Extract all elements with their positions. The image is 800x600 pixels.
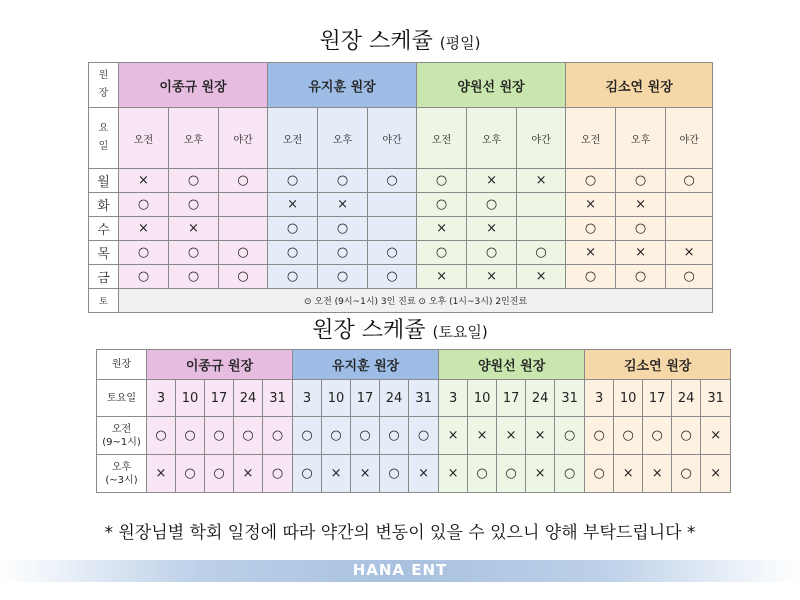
slot-label: 야간: [666, 108, 713, 169]
corner-cell: 원장: [97, 350, 147, 380]
slot-header-row: [89, 108, 713, 169]
availability-cell: ○: [318, 169, 368, 193]
availability-cell: [517, 217, 566, 241]
availability-cell: ○: [119, 241, 169, 265]
slot-label: 야간: [219, 108, 268, 169]
date-cell: 17: [643, 380, 672, 417]
date-row-label: 토요일: [97, 380, 147, 417]
date-cell: 17: [497, 380, 526, 417]
availability-cell: [666, 217, 713, 241]
date-header-row: [97, 380, 731, 417]
availability-cell: ×: [616, 193, 666, 217]
availability-cell: [517, 193, 566, 217]
availability-cell: ○: [616, 217, 666, 241]
doctor-name: 양원선 원장: [477, 359, 546, 374]
day-label: 수: [89, 217, 119, 241]
availability-cell: ○: [234, 417, 263, 455]
schedule-row: [89, 265, 713, 289]
schedule-row: [89, 241, 713, 265]
availability-cell: ○: [380, 417, 409, 455]
day-label: 금: [89, 265, 119, 289]
availability-cell: [219, 217, 268, 241]
session-label: [97, 417, 147, 455]
availability-cell: ×: [409, 455, 439, 493]
availability-cell: ○: [555, 455, 585, 493]
availability-cell: ×: [517, 169, 566, 193]
doctor-header-row: [97, 350, 731, 380]
slot-label: 오전: [119, 108, 169, 169]
availability-cell: ○: [468, 455, 497, 493]
availability-cell: ○: [263, 455, 293, 493]
availability-cell: ×: [351, 455, 380, 493]
footer-bar: [0, 560, 800, 582]
date-cell: 3: [147, 380, 176, 417]
slot-label: 오후: [169, 108, 219, 169]
availability-cell: ○: [585, 455, 614, 493]
weekday-title-main: 원장 스케쥴: [319, 29, 433, 54]
availability-cell: ○: [672, 455, 701, 493]
weekday-schedule-title: [0, 24, 800, 55]
availability-cell: ×: [666, 241, 713, 265]
availability-cell: ○: [666, 169, 713, 193]
availability-cell: ×: [169, 217, 219, 241]
schedule-notice: * 원장님별 학회 일정에 따라 약간의 변동이 있을 수 있으니 양해 부탁드립니다 *: [104, 523, 696, 543]
availability-cell: [368, 193, 417, 217]
availability-cell: ○: [566, 265, 616, 289]
availability-cell: ×: [147, 455, 176, 493]
availability-cell: ○: [176, 455, 205, 493]
slot-label: 오후: [467, 108, 517, 169]
availability-cell: ○: [205, 417, 234, 455]
doctor-header-4: [585, 350, 731, 380]
date-cell: 3: [585, 380, 614, 417]
availability-cell: ○: [517, 241, 566, 265]
availability-cell: ×: [119, 169, 169, 193]
date-cell: 24: [672, 380, 701, 417]
saturday-summary-row: [89, 289, 713, 313]
saturday-summary-cell: ⊙ 오전 (9시~1시) 3인 진료 ⊙ 오후 (1시~3시) 2인진료: [119, 289, 713, 313]
availability-cell: ×: [119, 217, 169, 241]
saturday-schedule-row: [97, 455, 731, 493]
doctor-name: 유지훈 원장: [308, 79, 376, 95]
day-label: 화: [89, 193, 119, 217]
availability-cell: ○: [169, 265, 219, 289]
availability-cell: ×: [467, 169, 517, 193]
schedule-row: [89, 169, 713, 193]
date-cell: 3: [439, 380, 468, 417]
availability-cell: ×: [467, 265, 517, 289]
availability-cell: ○: [176, 417, 205, 455]
doctor-header-1: [119, 63, 268, 108]
date-cell: 10: [176, 380, 205, 417]
availability-cell: ×: [614, 455, 643, 493]
availability-cell: ○: [585, 417, 614, 455]
slot-label: 오후: [616, 108, 666, 169]
availability-cell: ×: [467, 217, 517, 241]
availability-cell: ×: [468, 417, 497, 455]
availability-cell: [666, 193, 713, 217]
doctor-header-4: [566, 63, 713, 108]
doctor-name: 이종규 원장: [185, 359, 254, 374]
doctor-header-3: [417, 63, 566, 108]
availability-cell: ○: [318, 265, 368, 289]
availability-cell: [368, 217, 417, 241]
availability-cell: ○: [119, 265, 169, 289]
availability-cell: ×: [616, 241, 666, 265]
slot-label: 오전: [417, 108, 467, 169]
availability-cell: [219, 193, 268, 217]
doctor-name: 김소연 원장: [624, 359, 692, 374]
availability-cell: ×: [701, 455, 731, 493]
availability-cell: ○: [467, 241, 517, 265]
availability-cell: ○: [318, 217, 368, 241]
availability-cell: ○: [268, 241, 318, 265]
availability-cell: ×: [322, 455, 351, 493]
date-cell: 24: [380, 380, 409, 417]
availability-cell: ○: [368, 241, 417, 265]
availability-cell: ×: [526, 417, 555, 455]
saturday-schedule-row: [97, 417, 731, 455]
date-cell: 10: [614, 380, 643, 417]
doctor-name: 이종규 원장: [159, 79, 227, 95]
session-label-line: (~3시): [105, 474, 138, 486]
availability-cell: ○: [219, 169, 268, 193]
saturday-schedule-title: [0, 313, 800, 344]
date-cell: 17: [351, 380, 380, 417]
availability-cell: ○: [555, 417, 585, 455]
availability-cell: ×: [517, 265, 566, 289]
slot-label: 야간: [517, 108, 566, 169]
doctor-name: 양원선 원장: [457, 79, 525, 95]
availability-cell: ○: [169, 241, 219, 265]
availability-cell: ×: [526, 455, 555, 493]
availability-cell: ○: [147, 417, 176, 455]
doctor-name: 김소연 원장: [605, 79, 673, 95]
availability-cell: ×: [566, 193, 616, 217]
date-cell: 17: [205, 380, 234, 417]
date-cell: 31: [409, 380, 439, 417]
slot-label: 오전: [268, 108, 318, 169]
doctor-header-3: [439, 350, 585, 380]
availability-cell: ○: [643, 417, 672, 455]
day-label: 월: [89, 169, 119, 193]
availability-cell: ○: [566, 217, 616, 241]
availability-cell: ○: [417, 241, 467, 265]
session-label: [97, 455, 147, 493]
availability-cell: ○: [119, 193, 169, 217]
clinic-name: HANA ENT: [352, 561, 448, 579]
session-label-line: 오전: [111, 423, 132, 435]
availability-cell: ○: [616, 169, 666, 193]
availability-cell: ○: [293, 417, 322, 455]
date-cell: 10: [322, 380, 351, 417]
corner-cell: [89, 63, 119, 108]
availability-cell: ○: [368, 169, 417, 193]
slot-label: 야간: [368, 108, 417, 169]
availability-cell: ×: [439, 417, 468, 455]
availability-cell: ○: [169, 193, 219, 217]
saturday-title-sub: (토요일): [432, 323, 488, 341]
availability-cell: ○: [322, 417, 351, 455]
availability-cell: ○: [293, 455, 322, 493]
doctor-header-1: [147, 350, 293, 380]
availability-cell: ○: [614, 417, 643, 455]
date-cell: 10: [468, 380, 497, 417]
date-cell: 31: [263, 380, 293, 417]
weekday-schedule-table: [88, 62, 713, 313]
date-cell: 24: [234, 380, 263, 417]
schedule-row: [89, 193, 713, 217]
date-cell: 3: [293, 380, 322, 417]
availability-cell: ○: [263, 417, 293, 455]
availability-cell: ○: [497, 455, 526, 493]
corner-label: 원 장: [98, 70, 109, 99]
availability-cell: ○: [672, 417, 701, 455]
availability-cell: ×: [318, 193, 368, 217]
availability-cell: ×: [497, 417, 526, 455]
availability-cell: ×: [643, 455, 672, 493]
saturday-schedule-table: [96, 349, 731, 493]
doctor-name: 유지훈 원장: [331, 359, 400, 374]
availability-cell: ○: [380, 455, 409, 493]
day-label: 토: [89, 289, 119, 313]
date-cell: 24: [526, 380, 555, 417]
weekday-title-sub: (평일): [439, 34, 481, 52]
slot-label: 오후: [318, 108, 368, 169]
doctor-header-2: [268, 63, 417, 108]
availability-cell: ○: [467, 193, 517, 217]
saturday-title-main: 원장 스케쥴: [312, 318, 426, 343]
date-cell: 31: [555, 380, 585, 417]
availability-cell: ○: [268, 217, 318, 241]
availability-cell: ○: [368, 265, 417, 289]
availability-cell: ○: [205, 455, 234, 493]
date-cell: 31: [701, 380, 731, 417]
availability-cell: ×: [439, 455, 468, 493]
session-label-line: (9~1시): [102, 436, 141, 448]
schedule-row: [89, 217, 713, 241]
availability-cell: ○: [566, 169, 616, 193]
availability-cell: ○: [268, 169, 318, 193]
availability-cell: ×: [417, 217, 467, 241]
availability-cell: ○: [417, 169, 467, 193]
availability-cell: ○: [169, 169, 219, 193]
availability-cell: ×: [268, 193, 318, 217]
availability-cell: ×: [417, 265, 467, 289]
availability-cell: ×: [566, 241, 616, 265]
day-slot-label: 요 일: [98, 123, 109, 152]
availability-cell: ○: [409, 417, 439, 455]
availability-cell: ×: [701, 417, 731, 455]
doctor-header-row: [89, 63, 713, 108]
availability-cell: ○: [219, 241, 268, 265]
availability-cell: ○: [666, 265, 713, 289]
availability-cell: ○: [219, 265, 268, 289]
availability-cell: ○: [268, 265, 318, 289]
day-label: 목: [89, 241, 119, 265]
session-label-line: 오후: [111, 461, 132, 473]
availability-cell: ○: [351, 417, 380, 455]
slot-label: 오전: [566, 108, 616, 169]
day-slot-corner: [89, 108, 119, 169]
doctor-header-2: [293, 350, 439, 380]
availability-cell: ○: [318, 241, 368, 265]
availability-cell: ○: [616, 265, 666, 289]
availability-cell: ○: [417, 193, 467, 217]
availability-cell: ×: [234, 455, 263, 493]
